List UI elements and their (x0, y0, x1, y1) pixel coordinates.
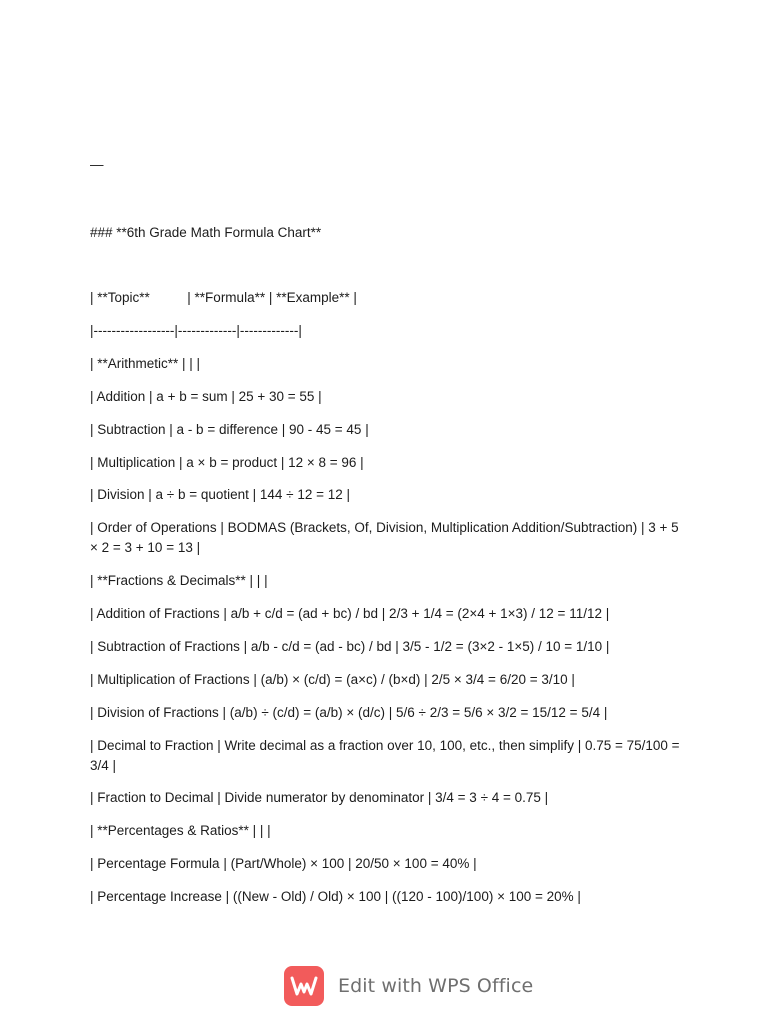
table-row: | Multiplication of Fractions | (a/b) × (c/d) = (a×c) / (b×d) | 2/5 × 3/4 = 6/20 = 3/10 | (90, 672, 575, 687)
table-row: | Addition | a + b = sum | 25 + 30 = 55 | (90, 389, 322, 404)
table-row: | Division of Fractions | (a/b) ÷ (c/d) = (a/b) × (d/c) | 5/6 ÷ 2/3 = 5/6 × 3/2 = 15/12 = 5/4 | (90, 705, 608, 720)
wps-logo-icon (284, 966, 324, 1006)
table-header-row: | **Topic** | **Formula** | **Example** | (90, 290, 357, 305)
table-row: | Order of Operations | BODMAS (Brackets, Of, Division, Multiplication Addition/Subtraction) | 3 + 5 × 2 = 3 + 10 = 13 | (90, 520, 683, 555)
wps-edit-label: Edit with WPS Office (338, 975, 534, 997)
edit-with-wps-button[interactable] (284, 965, 533, 1007)
section-row-arithmetic: | **Arithmetic** | | | (90, 356, 201, 371)
table-row: | Fraction to Decimal | Divide numerator by denominator | 3/4 = 3 ÷ 4 = 0.75 | (90, 790, 549, 805)
table-row: | Addition of Fractions | a/b + c/d = (ad + bc) / bd | 2/3 + 1/4 = (2×4 + 1×3) / 12 = 11/12 | (90, 606, 610, 621)
table-separator-row: |------------------|-------------|-------------| (90, 323, 302, 338)
section-row-fractions: | **Fractions & Decimals** | | | (90, 573, 268, 588)
table-row: | Division | a ÷ b = quotient | 144 ÷ 12 = 12 | (90, 487, 351, 502)
section-row-percentages: | **Percentages & Ratios** | | | (90, 823, 271, 838)
table-row: | Subtraction | a - b = difference | 90 - 45 = 45 | (90, 422, 369, 437)
table-row: | Percentage Increase | ((New - Old) / Old) × 100 | ((120 - 100)/100) × 100 = 20% | (90, 889, 581, 904)
table-row: | Multiplication | a × b = product | 12 × 8 = 96 | (90, 455, 364, 470)
table-row: | Percentage Formula | (Part/Whole) × 100 | 20/50 × 100 = 40% | (90, 856, 477, 871)
table-row: | Subtraction of Fractions | a/b - c/d = (ad - bc) / bd | 3/5 - 1/2 = (3×2 - 1×5) / 10 = 1/10 | (90, 639, 610, 654)
chart-heading: ### **6th Grade Math Formula Chart** (90, 225, 322, 240)
horizontal-rule-text: — (90, 157, 104, 172)
table-row: | Decimal to Fraction | Write decimal as a fraction over 10, 100, etc., then simplify | 0.75 = 75/100 = 3/4 | (90, 738, 684, 773)
